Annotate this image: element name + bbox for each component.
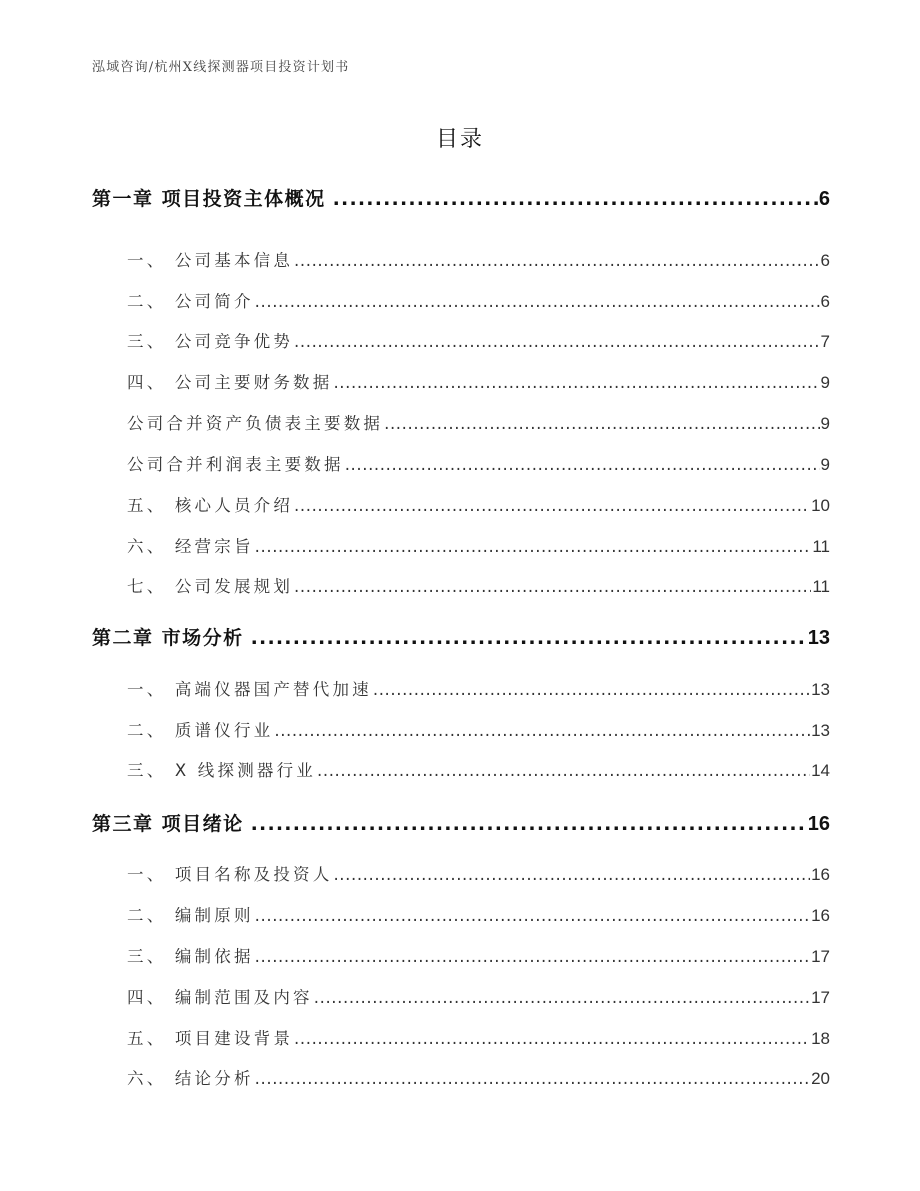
- toc-entry-label: 五、 项目建设背景: [127, 1029, 294, 1048]
- toc-entry-page: 16: [807, 813, 830, 835]
- dot-leader: [274, 721, 810, 740]
- toc-section[interactable]: [127, 717, 830, 741]
- toc-entry-label: 三、 公司竞争优势: [127, 332, 294, 351]
- toc-entry-page: 9: [820, 455, 830, 474]
- dot-leader: [294, 577, 811, 596]
- toc-chapter-3[interactable]: [92, 809, 830, 836]
- toc-chapter-1[interactable]: [92, 184, 830, 211]
- toc-section[interactable]: [127, 328, 830, 352]
- dot-leader: [384, 414, 819, 433]
- toc-section[interactable]: [127, 861, 830, 885]
- toc-entry-page: 11: [812, 577, 830, 596]
- toc-entry-label: 公司合并资产负债表主要数据: [127, 414, 384, 433]
- toc-section[interactable]: [127, 1025, 830, 1049]
- toc-entry-page: 13: [811, 721, 830, 740]
- toc-entry-label: 一、 公司基本信息: [127, 251, 294, 270]
- toc-entry-page: 17: [811, 947, 830, 966]
- toc-section[interactable]: [127, 676, 830, 700]
- toc-entry-page: 17: [811, 988, 830, 1007]
- toc-entry-page: 18: [811, 1029, 830, 1048]
- dot-leader: [255, 1069, 810, 1088]
- toc-entry-label: 三、 X 线探测器行业: [127, 761, 316, 780]
- toc-section[interactable]: [127, 902, 830, 926]
- toc-entry-page: 9: [820, 373, 830, 392]
- toc-entry-page: 6: [820, 251, 830, 270]
- toc-entry-label: 四、 公司主要财务数据: [127, 373, 333, 392]
- toc-chapter-2[interactable]: [92, 623, 830, 650]
- toc-entry-page: 6: [818, 188, 830, 210]
- toc-section[interactable]: [127, 984, 830, 1008]
- toc-title: 目录: [435, 127, 484, 152]
- toc-entry-label: 公司合并利润表主要数据: [127, 455, 344, 474]
- dot-leader: [255, 947, 810, 966]
- toc-entry-label: 第二章 市场分析: [92, 627, 244, 649]
- toc-section[interactable]: [127, 943, 830, 967]
- toc-section[interactable]: [127, 757, 830, 781]
- toc-entry-label: 一、 项目名称及投资人: [127, 865, 333, 884]
- dot-leader: [251, 627, 807, 649]
- dot-leader: [333, 188, 818, 210]
- dot-leader: [255, 906, 810, 925]
- toc-entry-page: 9: [820, 414, 830, 433]
- toc-section[interactable]: [127, 533, 830, 557]
- toc-section[interactable]: [127, 573, 830, 597]
- dot-leader: [251, 813, 807, 835]
- toc-entry-label: 五、 核心人员介绍: [127, 496, 294, 515]
- dot-leader: [333, 373, 819, 392]
- toc-entry-page: 13: [811, 680, 830, 699]
- toc-entry-page: 10: [811, 496, 830, 515]
- dot-leader: [294, 251, 819, 270]
- dot-leader: [333, 865, 810, 884]
- dot-leader: [317, 761, 810, 780]
- toc-entry-page: 20: [811, 1069, 830, 1088]
- toc-entry-page: 7: [820, 332, 830, 351]
- toc-entry-label: 四、 编制范围及内容: [127, 988, 313, 1007]
- toc-section[interactable]: [127, 492, 830, 516]
- toc-entry-page: 16: [811, 906, 830, 925]
- dot-leader: [255, 537, 812, 556]
- toc-entry-page: 14: [811, 761, 830, 780]
- toc-entry-label: 六、 经营宗旨: [127, 537, 254, 556]
- toc-entry-label: 第三章 项目绪论: [92, 813, 244, 835]
- toc-entry-page: 16: [811, 865, 830, 884]
- toc-section[interactable]: [127, 1065, 830, 1089]
- toc-section[interactable]: [127, 410, 830, 434]
- toc-section[interactable]: [127, 247, 830, 271]
- toc-entry-label: 三、 编制依据: [127, 947, 254, 966]
- toc-entry-label: 一、 高端仪器国产替代加速: [127, 680, 372, 699]
- toc-entry-label: 二、 质谱仪行业: [127, 721, 274, 740]
- toc-entry-label: 六、 结论分析: [127, 1069, 254, 1088]
- running-header: 泓域咨询/杭州X线探测器项目投资计划书: [92, 60, 350, 75]
- dot-leader: [345, 455, 820, 474]
- toc-entry-label: 二、 编制原则: [127, 906, 254, 925]
- dot-leader: [294, 1029, 810, 1048]
- dot-leader: [373, 680, 810, 699]
- dot-leader: [294, 332, 819, 351]
- toc-section[interactable]: [127, 451, 830, 475]
- toc-section[interactable]: [127, 369, 830, 393]
- toc-entry-page: 13: [807, 627, 830, 649]
- dot-leader: [255, 292, 820, 311]
- toc-entry-label: 七、 公司发展规划: [127, 577, 294, 596]
- dot-leader: [294, 496, 810, 515]
- toc-entry-label: 第一章 项目投资主体概况: [92, 188, 326, 210]
- dot-leader: [314, 988, 810, 1007]
- toc-entry-page: 6: [820, 292, 830, 311]
- toc-entry-label: 二、 公司简介: [127, 292, 254, 311]
- toc-section[interactable]: [127, 288, 830, 312]
- toc-entry-page: 11: [812, 537, 830, 556]
